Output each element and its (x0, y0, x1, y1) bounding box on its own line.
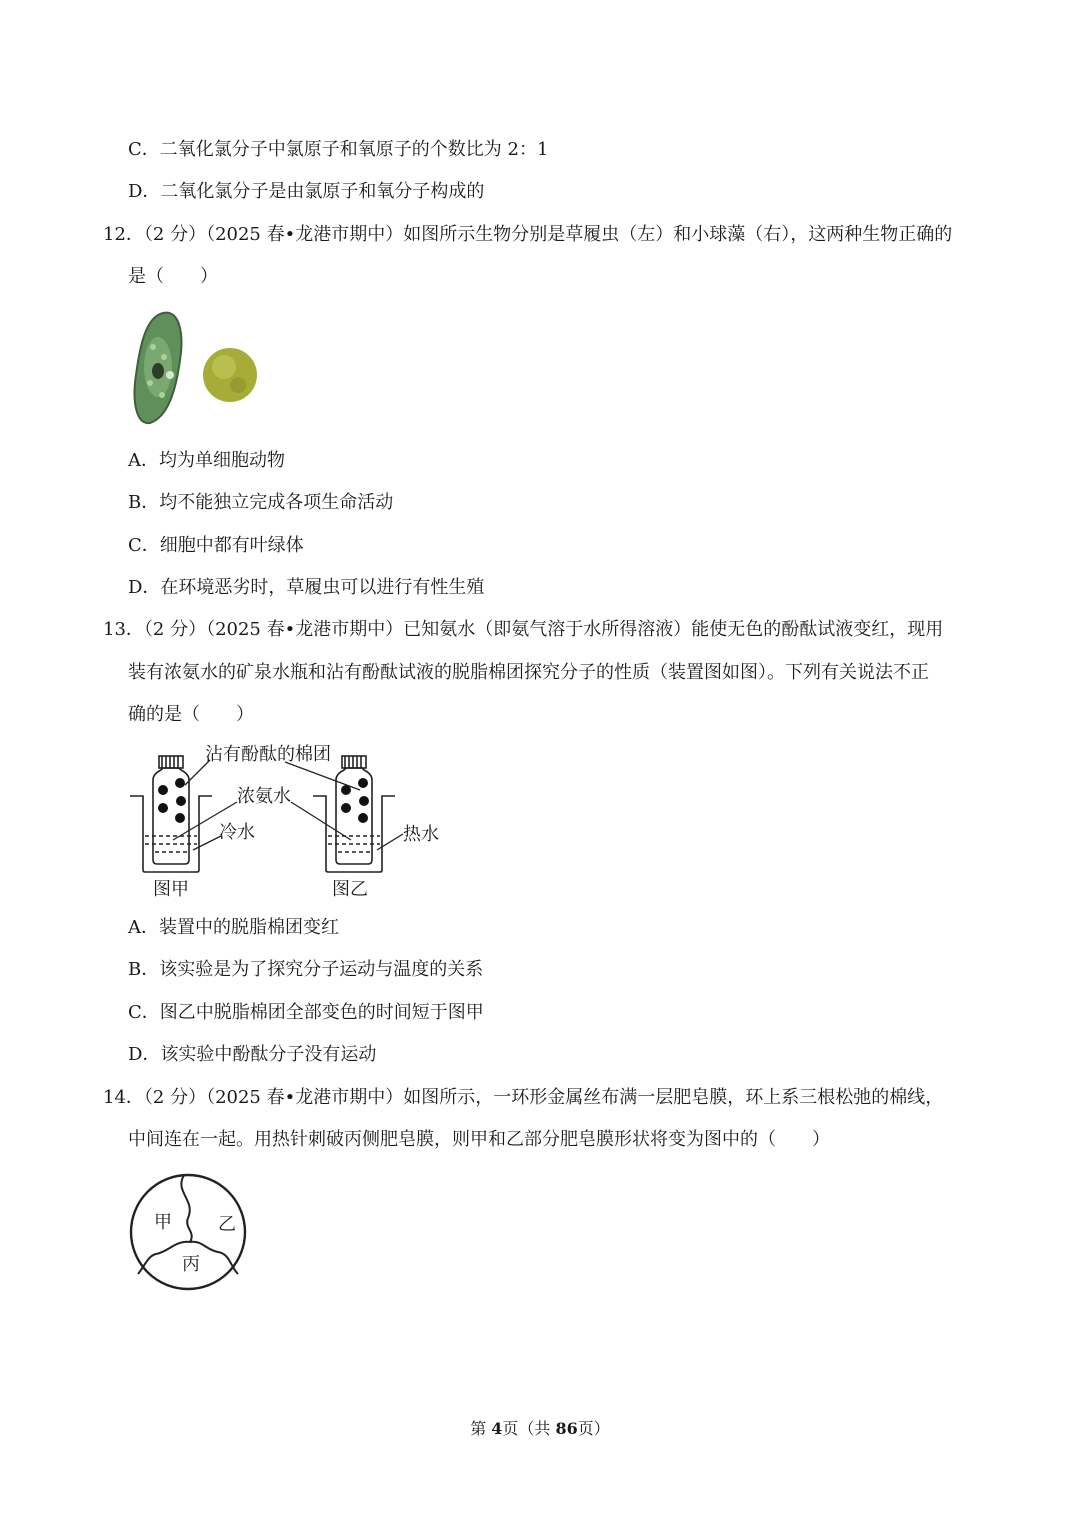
label-cotton: 沾有酚酞的棉团 (205, 744, 331, 765)
region-label-jia: 甲 (154, 1212, 172, 1233)
q11-option-c: C．二氧化氯分子中氯原子和氧原子的个数比为 2：1 (128, 139, 549, 160)
chlorella-image (203, 348, 257, 402)
q12-stem-line2: 是（ ） (128, 266, 218, 287)
q14-stem-line2: 中间连在一起。用热针刺破丙侧肥皂膜，则甲和乙部分肥皂膜形状将变为图中的（ ） (128, 1129, 830, 1150)
q12-option-b: B．均不能独立完成各项生命活动 (128, 492, 394, 513)
q11-option-d: D．二氧化氯分子是由氯原子和氧分子构成的 (128, 181, 485, 202)
footer-middle: 页（共 (502, 1419, 556, 1438)
label-hot-water: 热水 (403, 824, 439, 845)
q12-option-a: A．均为单细胞动物 (128, 450, 285, 471)
q13-option-a: A．装置中的脱脂棉团变红 (128, 917, 339, 938)
soap-film-ring-figure (126, 1170, 250, 1294)
q13-option-b: B．该实验是为了探究分子运动与温度的关系 (128, 959, 484, 980)
q13-option-c: C．图乙中脱脂棉团全部变色的时间短于图甲 (128, 1002, 484, 1023)
footer-prefix: 第 (470, 1419, 492, 1438)
label-ammonia: 浓氨水 (237, 786, 291, 807)
q14-stem-line1: 14．（2 分）（2025 春•龙港市期中）如图所示，一环形金属丝布满一层肥皂膜，环上系三根松弛的棉线， (103, 1087, 944, 1108)
q13-stem-line1: 13．（2 分）（2025 春•龙港市期中）已知氨水（即氨气溶于水所得溶液）能使无色的酚酞试液变红，现用 (103, 619, 944, 640)
ammonia-experiment-figure (125, 740, 445, 905)
footer-total-pages: 86 (555, 1419, 578, 1438)
q13-option-d: D．该实验中酚酞分子没有运动 (128, 1044, 377, 1065)
footer-suffix: 页） (577, 1419, 610, 1438)
paramecium-image (135, 313, 182, 424)
caption-figure-a: 图甲 (153, 879, 189, 900)
region-label-bing: 丙 (182, 1254, 200, 1275)
page-number-footer (0, 1416, 1080, 1439)
q12-stem-line1: 12．（2 分）（2025 春•龙港市期中）如图所示生物分别是草履虫（左）和小球藻（右），这两种生物正确的 (103, 224, 953, 245)
region-label-yi: 乙 (218, 1214, 236, 1235)
apparatus-b (313, 756, 395, 872)
q13-stem-line3: 确的是（ ） (128, 704, 254, 725)
paramecium-chlorella-figure (128, 305, 263, 430)
q12-option-d: D．在环境恶劣时，草履虫可以进行有性生殖 (128, 577, 485, 598)
q12-option-c: C．细胞中都有叶绿体 (128, 535, 304, 556)
q13-stem-line2: 装有浓氨水的矿泉水瓶和沾有酚酞试液的脱脂棉团探究分子的性质（装置图如图）。下列有关说法不正 (128, 662, 929, 683)
caption-figure-b: 图乙 (332, 879, 368, 900)
footer-current-page: 4 (491, 1419, 503, 1438)
label-cold-water: 冷水 (219, 822, 255, 843)
cotton-dots-a (158, 778, 186, 823)
apparatus-a (130, 756, 212, 872)
